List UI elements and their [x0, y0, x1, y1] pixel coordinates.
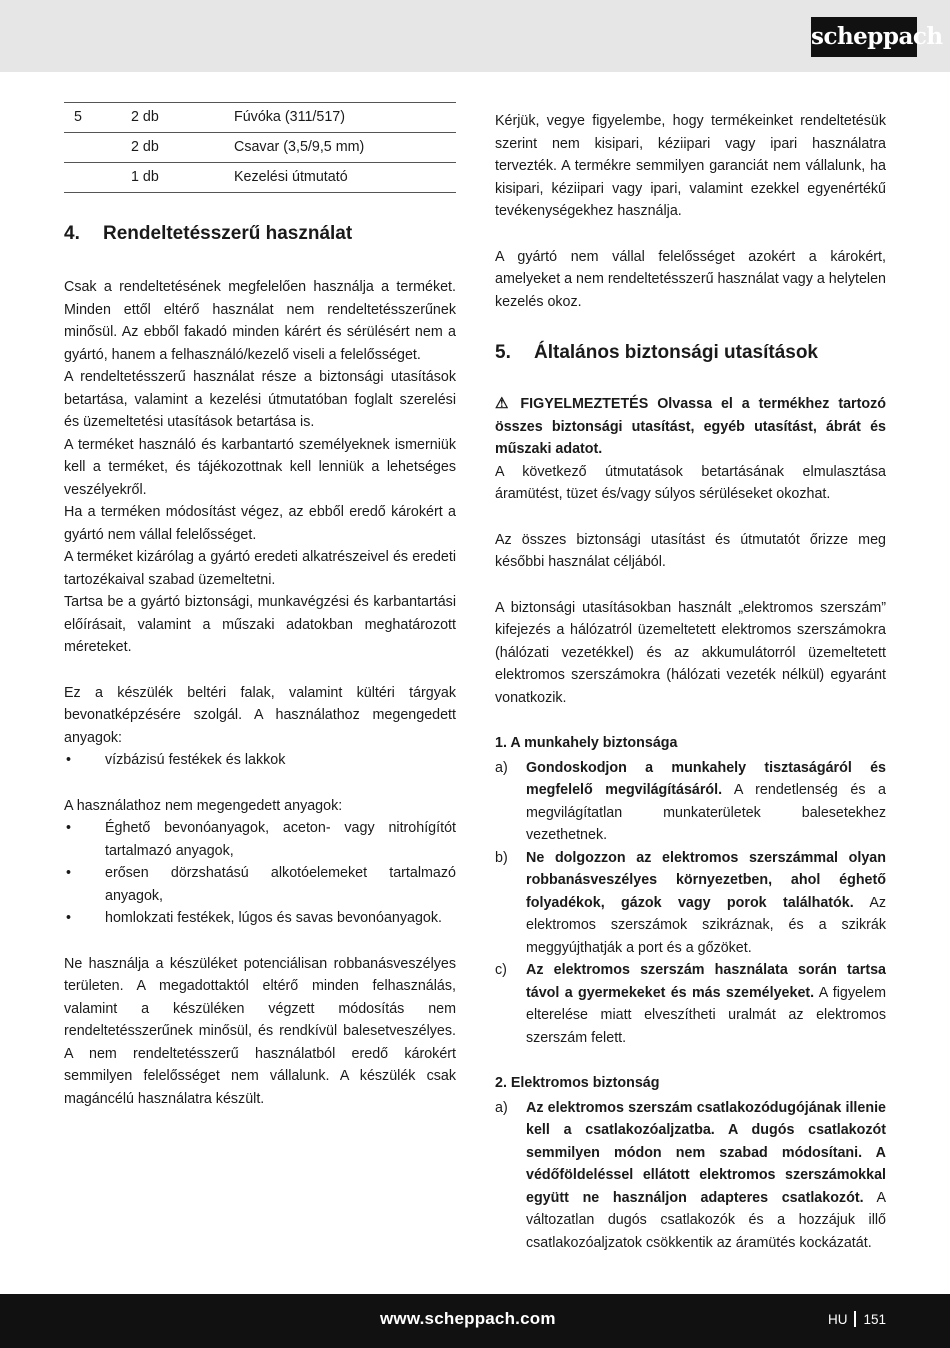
bullet-icon: • — [66, 820, 72, 836]
right-column — [495, 110, 886, 1254]
section-number: 4. — [64, 223, 80, 244]
warning-text: Olvassa el a termékhez tartozó összes biztonsági utasítást, egyéb utasítást, ábrát és műszaki adatot. — [495, 396, 886, 457]
part-name: Kezelési útmutató — [234, 169, 348, 186]
subsection-heading: 1. A munkahely biztonsága — [495, 735, 678, 751]
paragraph: A következő útmutatások betartásának elmulasztása áramütést, tüzet és/vagy súlyos sérüléseket okozhat. — [495, 463, 886, 502]
divider — [854, 1311, 856, 1327]
section-title: Általános biztonsági utasítások — [534, 342, 818, 363]
header-bar — [0, 0, 950, 72]
table-row — [64, 133, 456, 163]
paragraph: Ez a készülék beltéri falak, valamint kültéri tárgyak bevonatképzésére szolgál. A használathoz megengedett anyagok: — [64, 684, 456, 746]
list-item — [64, 817, 456, 862]
item-letter: a) — [495, 759, 508, 776]
bullet-icon: • — [66, 910, 72, 926]
list-item-text: vízbázisú festékek és lakkok — [105, 752, 286, 768]
parts-table — [64, 102, 456, 193]
paragraph: Ne használja a készüléket potenciálisan robbanásveszélyes területen. A megadottaktól eltérő minden felhasználás, valamint a készüléken végzett módosítás nem rendeltetésszerűnek minősül, és rendkívül balesetveszélyes. A nem rendeltetésszerű használatból eredő károkért semmilyen felelősséget nem vállalunk. A készülék csak magáncélú használatra készült. — [64, 955, 456, 1107]
part-qty: 2 db — [131, 139, 159, 156]
list-item — [495, 757, 886, 847]
footer-bar — [0, 1294, 950, 1348]
bullet-icon: • — [66, 752, 72, 768]
list-item — [495, 847, 886, 960]
section-number: 5. — [495, 342, 511, 363]
subsection-heading: 2. Elektromos biztonság — [495, 1075, 660, 1091]
paragraph: A gyártó nem vállal felelősséget azokért a károkért, amelyeket a nem rendeltetésszerű használat vagy a helytelen kezelés okoz. — [495, 248, 887, 310]
left-column — [64, 100, 456, 1110]
paragraph: Tartsa be a gyártó biztonsági, munkavégzési és karbantartási előírásait, valamint a műszaki adatokban meghatározott méreteket. — [64, 594, 456, 655]
part-name: Csavar (3,5/9,5 mm) — [234, 139, 365, 156]
part-number: 5 — [74, 109, 82, 126]
language-code: HU — [827, 1311, 848, 1327]
warning-block — [495, 393, 886, 461]
list-item — [495, 1097, 886, 1255]
warning-label: FIGYELMEZTETÉS — [520, 396, 649, 412]
bullet-icon: • — [66, 865, 72, 881]
item-bold-text: Ne dolgozzon az elektromos szerszámmal olyan robbanásveszélyes környezetben, ahol éghető folyadékok, gázok vagy porok találhatók. — [526, 849, 886, 911]
item-bold-text: Az elektromos szerszám használata során tartsa távol a gyermekeket és más személyeket. — [526, 962, 886, 1001]
table-row — [64, 163, 456, 193]
list-item — [64, 862, 456, 907]
paragraph: Kérjük, vegye figyelembe, hogy termékeinket rendeltetésük szerint nem kisipari, kéziipari vagy ipari használatra tervezték. A termékre semmilyen garanciát nem vállalunk, ha kisipari, kéziipari vagy ipari, valamint ezekkel egyenértékű tevékenységekhez használja. — [495, 113, 886, 219]
list-item-text: homlokzati festékek, lúgos és savas bevonóanyagok. — [105, 910, 442, 926]
part-qty: 2 db — [131, 109, 159, 126]
item-text: A változatlan dugós csatlakozók és a hozzájuk illő csatlakozóaljzatok csökkentik az áramütés kockázatát. — [526, 1189, 886, 1251]
item-text: Az elektromos szerszámok szikráznak, és a szikrák meggyújthatják a port és a gőzöket. — [526, 894, 886, 956]
section-title: Rendeltetésszerű használat — [103, 223, 353, 244]
page-num: 151 — [863, 1311, 886, 1327]
item-letter: b) — [495, 849, 508, 866]
item-letter: a) — [495, 1099, 508, 1116]
paragraph: Ha a terméken módosítást végez, az ebből eredő károkért a gyártó nem vállal felelősséget. — [64, 504, 456, 543]
section-4-heading — [64, 220, 456, 248]
item-bold-text: Az elektromos szerszám csatlakozódugójának illenie kell a csatlakozóaljzatba. A dugós csatlakozót semmilyen módon nem szabad módosítani. A védőföldeléssel ellátott elektromos szerszámokkal együtt ne használjon adapteres csatlakozót. — [526, 1099, 886, 1206]
part-name: Fúvóka (311/517) — [234, 109, 345, 126]
page-number — [828, 1311, 886, 1327]
paragraph: Csak a rendeltetésének megfelelően használja a terméket. Minden ettől eltérő használat nem rendeltetésszerűnek minősül. Az ebből fakadó minden kárért és sérülésért nem a gyártó, hanem a felhasználó/kezelő viseli a felelősséget. — [64, 279, 456, 363]
item-text: A figyelem elterelése miatt elveszítheti uralmát az elektromos szerszám felett. — [526, 984, 886, 1046]
warning-triangle-icon: ⚠ — [495, 395, 509, 412]
paragraph: A terméket kizárólag a gyártó eredeti alkatrészeivel és eredeti tartozékaival szabad üzemeltetni. — [64, 549, 456, 588]
list-item-text: erősen dörzshatású alkotóelemeket tartalmazó anyagok, — [105, 865, 456, 904]
paragraph: A használathoz nem megengedett anyagok: — [64, 797, 343, 814]
website-url: www.scheppach.com — [380, 1309, 556, 1328]
item-text: A rendetlenség és a megvilágítatlan munkaterületek balesetekhez vezethetnek. — [526, 782, 887, 843]
paragraph: A biztonsági utasításokban használt „elektromos szerszám” kifejezés a hálózatról üzemeltetett elektromos szerszámokra (hálózati vezetékkel) és az akkumulátorról üzemeltetett elektromos szerszámokra (hálózati vezeték nélkül) egyaránt vonatkozik. — [495, 599, 886, 706]
list-item — [64, 907, 456, 930]
item-letter: c) — [495, 962, 507, 978]
list-item — [495, 959, 886, 1049]
brand-logo: scheppach — [811, 17, 917, 57]
item-bold-text: Gondoskodjon a munkahely tisztaságáról és megfelelő megvilágításáról. — [526, 759, 886, 798]
list-item — [64, 749, 456, 772]
paragraph: A rendeltetésszerű használat része a biztonsági utasítások betartása, valamint a kezelési útmutatóban foglalt szerelési és üzemeltetési utasítások betartása is. — [64, 369, 456, 430]
section-5-heading — [495, 339, 886, 367]
list-item-text: Éghető bevonóanyagok, aceton- vagy nitrohígítót tartalmazó anyagok, — [105, 820, 456, 859]
paragraph: A terméket használó és karbantartó személyeknek ismerniük kell a terméket, és tájékozottnak kell lenniük a lehetséges veszélyekről. — [64, 436, 456, 498]
paragraph: Az összes biztonsági utasítást és útmutatót őrizze meg későbbi használat céljából. — [495, 531, 886, 570]
table-row — [64, 103, 456, 133]
part-qty: 1 db — [131, 169, 159, 186]
